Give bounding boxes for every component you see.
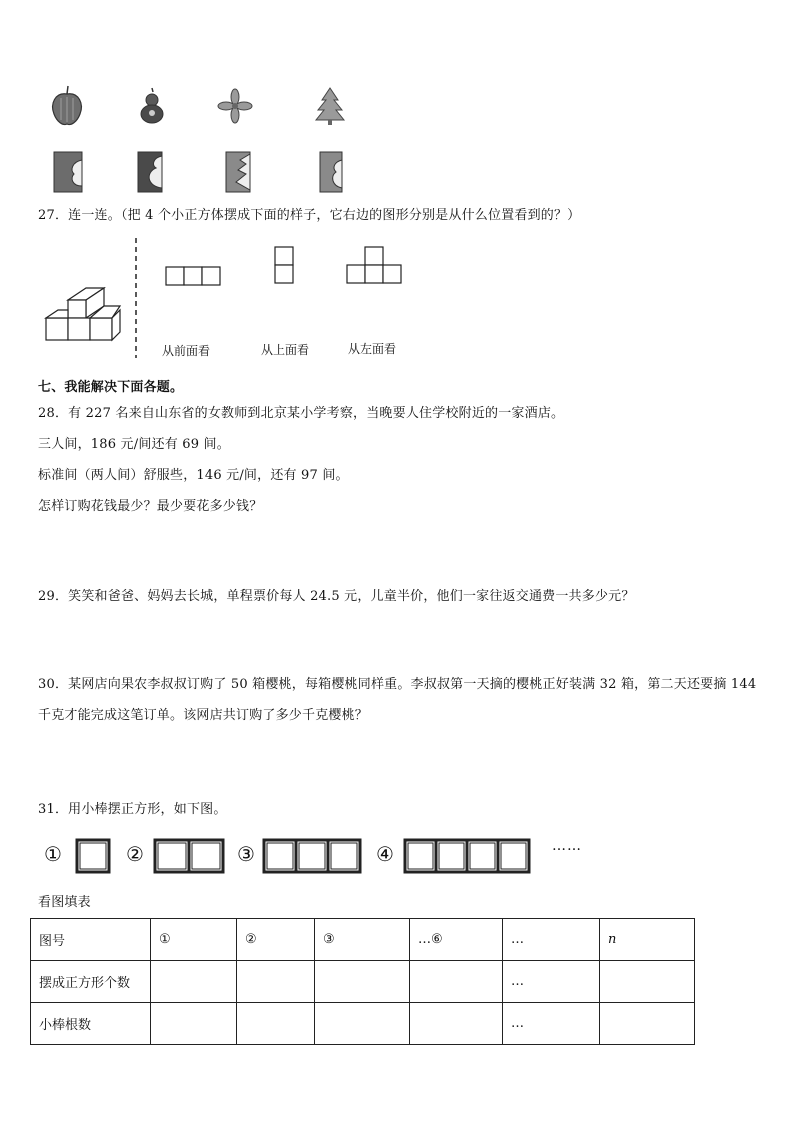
left-view-grid bbox=[346, 246, 406, 288]
table-cell[interactable] bbox=[600, 1003, 695, 1045]
section-title: 七、我能解决下面各题。 bbox=[38, 380, 184, 395]
table-cell: 小棒根数 bbox=[31, 1003, 151, 1045]
shapes-figure bbox=[40, 82, 360, 202]
tree-icon bbox=[316, 88, 344, 125]
half-shape-d bbox=[320, 152, 342, 192]
table-row bbox=[31, 1003, 695, 1045]
table-cell: …⑥ bbox=[410, 919, 503, 961]
table-cell: … bbox=[503, 919, 600, 961]
gourd-icon bbox=[141, 88, 163, 123]
table-row bbox=[31, 919, 695, 961]
table-row bbox=[31, 961, 695, 1003]
half-shape-a bbox=[54, 152, 82, 192]
table-cell[interactable] bbox=[151, 961, 237, 1003]
question-31: 31．用小棒摆正方形，如下图。 bbox=[38, 802, 227, 817]
fill-in-table bbox=[30, 918, 695, 1045]
table-caption: 看图填表 bbox=[38, 895, 91, 910]
question-28-line1: 28．有 227 名来自山东省的女教师到北京某小学考察，当晚要人住学校附近的一家酒店。 bbox=[38, 406, 565, 421]
front-view-grid bbox=[165, 266, 225, 288]
apple-icon bbox=[53, 86, 82, 125]
table-cell[interactable] bbox=[410, 961, 503, 1003]
stick-squares-4 bbox=[403, 838, 533, 878]
table-cell: … bbox=[503, 961, 600, 1003]
table-cell[interactable] bbox=[410, 1003, 503, 1045]
table-cell[interactable] bbox=[315, 961, 410, 1003]
table-cell[interactable] bbox=[237, 1003, 315, 1045]
view-label-top: 从上面看 bbox=[261, 343, 310, 357]
stick-squares-2 bbox=[153, 838, 229, 878]
table-cell: 图号 bbox=[31, 919, 151, 961]
cube-stack-figure bbox=[40, 280, 130, 350]
table-cell: ① bbox=[151, 919, 237, 961]
figure-label-4: ④ bbox=[376, 842, 394, 866]
half-shape-c bbox=[226, 152, 250, 192]
question-30-line1: 30．某网店向果农李叔叔订购了 50 箱樱桃，每箱樱桃同样重。李叔叔第一天摘的樱桃正好装满 32 箱，第二天还要摘 144 bbox=[38, 677, 757, 692]
table-cell[interactable] bbox=[600, 961, 695, 1003]
table-cell: 摆成正方形个数 bbox=[31, 961, 151, 1003]
figure-ellipsis: …… bbox=[552, 838, 582, 854]
table-cell[interactable] bbox=[151, 1003, 237, 1045]
question-28-line3: 标准间（两人间）舒服些，146 元/间，还有 97 间。 bbox=[38, 468, 349, 483]
dashed-divider bbox=[134, 238, 138, 360]
stick-squares-1 bbox=[75, 838, 115, 878]
view-label-left: 从左面看 bbox=[348, 342, 397, 356]
half-shape-b bbox=[138, 152, 162, 192]
question-28-line4: 怎样订购花钱最少？最少要花多少钱？ bbox=[38, 499, 263, 514]
question-29: 29．笑笑和爸爸、妈妈去长城，单程票价每人 24.5 元，儿童半价，他们一家往返交通费一共多少元？ bbox=[38, 589, 635, 604]
figure-label-1: ① bbox=[44, 842, 62, 866]
question-27: 27．连一连。（把 4 个小正方体摆成下面的样子，它右边的图形分别是从什么位置看到的？） bbox=[38, 208, 581, 223]
stick-squares-3 bbox=[262, 838, 362, 878]
table-cell: … bbox=[503, 1003, 600, 1045]
question-30-line2: 千克才能完成这笔订单。该网店共订购了多少千克樱桃？ bbox=[38, 708, 369, 723]
flower-icon bbox=[218, 89, 252, 123]
table-cell[interactable] bbox=[315, 1003, 410, 1045]
top-view-grid bbox=[274, 246, 298, 288]
question-28-line2: 三人间，186 元/间还有 69 间。 bbox=[38, 437, 230, 452]
table-cell: ② bbox=[237, 919, 315, 961]
table-cell[interactable] bbox=[237, 961, 315, 1003]
table-cell: ③ bbox=[315, 919, 410, 961]
table-cell: n bbox=[600, 919, 695, 961]
figure-label-3: ③ bbox=[237, 842, 255, 866]
figure-label-2: ② bbox=[126, 842, 144, 866]
view-label-front: 从前面看 bbox=[162, 344, 211, 358]
